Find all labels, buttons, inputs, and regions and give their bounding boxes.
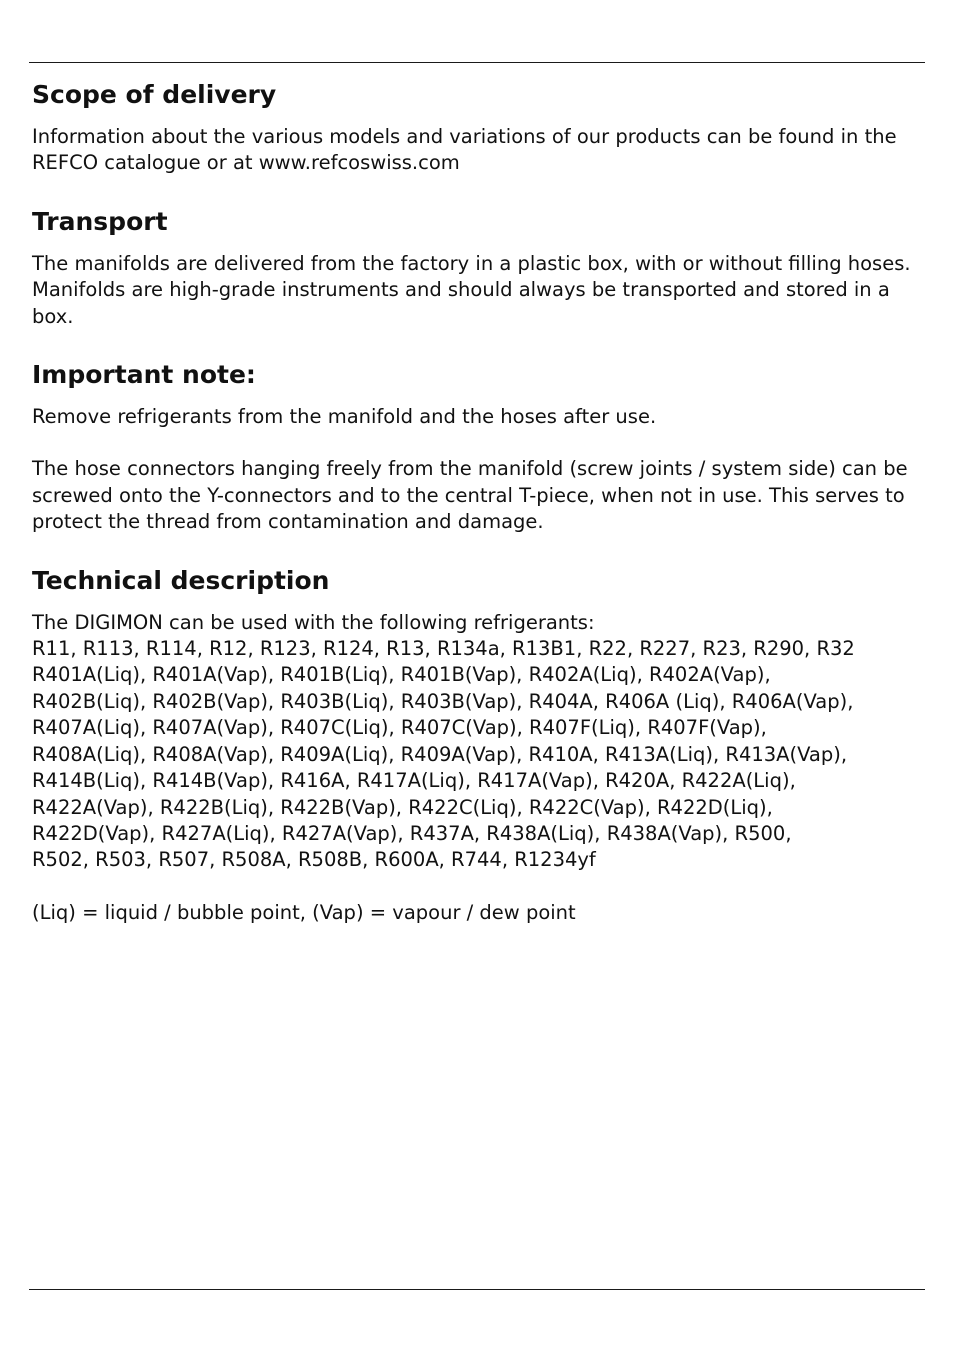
section-transport [32, 205, 924, 330]
section-technical-description [32, 564, 924, 926]
refrigerant-intro: The DIGIMON can be used with the following refrigerants: [32, 610, 595, 634]
refrigerant-line: R422A(Vap), R422B(Liq), R422B(Vap), R422C(Liq), R422C(Vap), R422D(Liq), [32, 795, 773, 819]
refrigerant-line: R502, R503, R507, R508A, R508B, R600A, R744, R1234yf [32, 848, 596, 872]
section-scope-of-delivery [32, 78, 924, 177]
important-paragraph-1: Remove refrigerants from the manifold and the hoses after use. [32, 405, 657, 429]
refrigerant-line: R408A(Liq), R408A(Vap), R409A(Liq), R409A(Vap), R410A, R413A(Liq), R413A(Vap), [32, 742, 848, 766]
scope-paragraph: Information about the various models and variations of our products can be found in the REFCO catalogue or at www.refcoswiss.com [32, 125, 897, 175]
top-divider [29, 62, 925, 63]
section-important-note [32, 358, 924, 536]
refrigerant-line: R422D(Vap), R427A(Liq), R427A(Vap), R437A, R438A(Liq), R438A(Vap), R500, [32, 821, 792, 845]
transport-paragraph: The manifolds are delivered from the factory in a plastic box, with or without filling hoses. Manifolds are high-grade instruments and should always be transported and stored in a box. [32, 251, 911, 328]
refrigerant-legend: (Liq) = liquid / bubble point, (Vap) = vapour / dew point [32, 900, 576, 924]
heading-technical-description: Technical description [32, 565, 330, 595]
bottom-divider [29, 1289, 925, 1290]
refrigerant-line: R401A(Liq), R401A(Vap), R401B(Liq), R401B(Vap), R402A(Liq), R402A(Vap), [32, 663, 771, 687]
heading-important-note: Important note: [32, 360, 256, 390]
refrigerant-line: R414B(Liq), R414B(Vap), R416A, R417A(Liq), R417A(Vap), R420A, R422A(Liq), [32, 769, 796, 793]
refrigerant-list [32, 610, 924, 874]
refrigerant-line: R402B(Liq), R402B(Vap), R403B(Liq), R403B(Vap), R404A, R406A (Liq), R406A(Vap), [32, 689, 854, 713]
refrigerant-line: R407A(Liq), R407A(Vap), R407C(Liq), R407C(Vap), R407F(Liq), R407F(Vap), [32, 716, 767, 740]
refrigerant-line: R11, R113, R114, R12, R123, R124, R13, R134a, R13B1, R22, R227, R23, R290, R32 [32, 637, 855, 661]
heading-transport: Transport [32, 206, 168, 236]
heading-scope-of-delivery: Scope of delivery [32, 80, 277, 109]
document-body [32, 78, 924, 926]
important-paragraph-2: The hose connectors hanging freely from the manifold (screw joints / system side) can be screwed onto the Y-connectors and to the central T-piece, when not in use. This serves to protect the thread from contamination and damage. [32, 457, 908, 534]
